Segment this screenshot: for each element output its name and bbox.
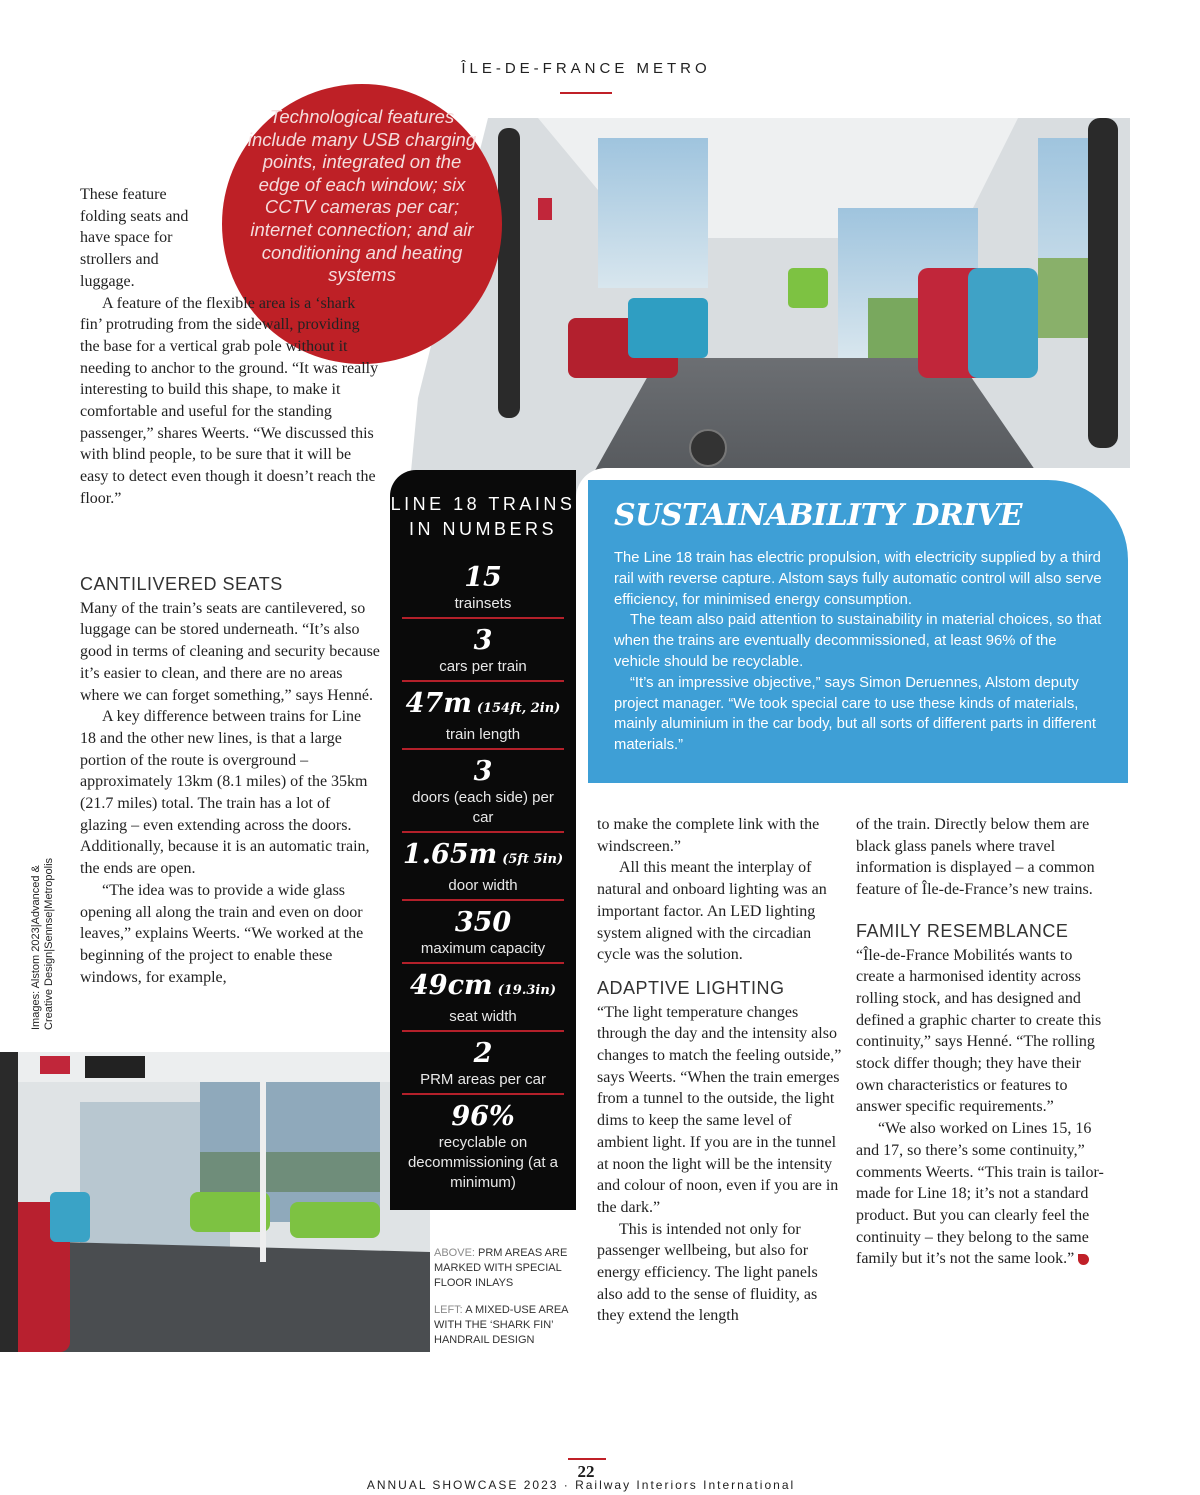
stat-value bbox=[402, 688, 564, 725]
stat-label: train length bbox=[445, 726, 521, 743]
train-interior-photo-left bbox=[0, 1052, 430, 1352]
stat-value bbox=[402, 756, 564, 788]
caption-text: A MIXED-USE AREA WITH THE ‘SHARK FIN’ HANDRAIL DESIGN bbox=[434, 1304, 568, 1346]
stat-item bbox=[402, 619, 564, 682]
stat-imperial: (154ft, 2in) bbox=[476, 701, 561, 716]
stat-item bbox=[402, 682, 564, 750]
sustainability-title: SUSTAINABILITY DRIVE bbox=[614, 498, 1023, 533]
stat-value bbox=[402, 1038, 564, 1070]
stat-value bbox=[402, 907, 564, 939]
stat-label: doors (each side) per car bbox=[412, 789, 554, 826]
stat-number: 3 bbox=[473, 756, 493, 787]
footer-rule bbox=[568, 1458, 606, 1460]
caption-above bbox=[434, 1246, 584, 1291]
stat-imperial: (5ft 5in) bbox=[502, 852, 564, 867]
stat-number: 350 bbox=[454, 907, 512, 938]
paragraph: The team also paid attention to sustainability in material choices, so that when the trains are eventually decommissioned, at least 96% of the vehicle should be recyclable. bbox=[614, 612, 1102, 670]
stat-item bbox=[402, 750, 564, 833]
stat-item bbox=[402, 1095, 564, 1196]
paragraph: These feature folding seats and have space for strollers and luggage. bbox=[80, 186, 189, 290]
stat-label: trainsets bbox=[454, 595, 512, 612]
stat-imperial: (19.3in) bbox=[497, 983, 556, 998]
sustainability-box bbox=[588, 480, 1128, 783]
subheading-adaptive-lighting: ADAPTIVE LIGHTING bbox=[597, 977, 785, 998]
stat-number: 1.65m bbox=[402, 839, 498, 870]
left-column-top bbox=[80, 184, 380, 510]
stat-label: recyclable on decommissioning (at a minimum) bbox=[407, 1134, 559, 1191]
image-credit: Images: Alstom 2023|Advanced & Creative Design|Sennse|Metropolis bbox=[30, 857, 55, 1030]
stat-number: 49cm bbox=[410, 970, 493, 1001]
stat-item bbox=[402, 1032, 564, 1095]
paragraph: “The light temperature changes through the day and the intensity also changes to match the feeling outside,” says Weerts. “When the train emerges from a tunnel to the outside, the light dims to keep the same level of ambient light. If you are in the tunnel at noon the light will be the intensity and colour of noon, even if you are in the dark.” bbox=[597, 1003, 842, 1216]
stat-item bbox=[402, 901, 564, 964]
caption-lead: LEFT: bbox=[434, 1304, 463, 1316]
stat-value bbox=[402, 1101, 564, 1133]
stat-value bbox=[402, 562, 564, 594]
stat-value bbox=[402, 839, 564, 876]
left-column-main bbox=[80, 574, 380, 988]
stat-number: 15 bbox=[464, 562, 502, 593]
stat-value bbox=[402, 625, 564, 657]
numbers-box-title: LINE 18 TRAINS IN NUMBERS bbox=[390, 494, 576, 539]
paragraph-text: “We also worked on Lines 15, 16 and 17, so there’s some continuity,” comments Weerts. “This train is tailor-made for Line 18; it’s not a standard product. But you can clearly feel the continuity – they belong to the same family but it’s not the same look.” bbox=[856, 1120, 1104, 1268]
photo-captions bbox=[434, 1246, 584, 1360]
numbers-box bbox=[390, 470, 576, 1210]
paragraph: All this meant the interplay of natural and onboard lighting was an important factor. An LED lighting system aligned with the circadian cycle was the solution. bbox=[597, 859, 827, 964]
publication-name: · Railway Interiors International bbox=[558, 1478, 796, 1492]
paragraph: of the train. Directly below them are black glass panels where travel information is displayed – a common feature of Île-de-France’s new trains. bbox=[856, 816, 1095, 899]
issue-label: ANNUAL SHOWCASE 2023 · Railway Interiors International bbox=[366, 1478, 796, 1492]
subheading-cantilevered-seats: CANTILIVERED SEATS bbox=[80, 574, 283, 594]
stat-item bbox=[402, 556, 564, 619]
subheading-family-resemblance: FAMILY RESEMBLANCE bbox=[856, 920, 1069, 941]
stat-label: maximum capacity bbox=[420, 940, 546, 957]
stat-item bbox=[402, 833, 564, 901]
stat-number: 2 bbox=[473, 1038, 493, 1069]
paragraph: A feature of the flexible area is a ‘shark fin’ protruding from the sidewall, providing the base for a vertical grab pole without it needing to anchor to the ground. “It was really interesting to build this shape, to make it comfortable and useful for the standing passenger,” shares Weerts. “We discussed this with blind people, to be sure that it will be easy to detect even though it doesn’t reach the floor.” bbox=[80, 294, 379, 507]
stat-item bbox=[402, 964, 564, 1032]
paragraph: The Line 18 train has electric propulsion, with electricity supplied by a third rail with reverse capture. Alstom says fully automatic control will also serve efficiency, for minimised energy consumption. bbox=[614, 550, 1102, 608]
caption-lead: ABOVE: bbox=[434, 1247, 475, 1259]
stat-label: door width bbox=[448, 877, 518, 894]
end-mark-icon bbox=[1078, 1254, 1089, 1265]
pull-quote-text: Technological features include many USB charging points, integrated on the edge of each window; six CCTV cameras per car; internet connection; and air conditioning and heating systems bbox=[247, 106, 477, 286]
stat-label: seat width bbox=[449, 1008, 517, 1025]
stat-value bbox=[402, 970, 564, 1007]
page-number: 22 bbox=[577, 1462, 595, 1481]
header-rule bbox=[560, 92, 612, 94]
section-header: ÎLE-DE-FRANCE METRO bbox=[461, 60, 711, 77]
stat-number: 47m bbox=[405, 688, 472, 719]
caption-text: PRM AREAS ARE MARKED WITH SPECIAL FLOOR INLAYS bbox=[434, 1247, 568, 1289]
stat-number: 96% bbox=[451, 1101, 515, 1132]
paragraph: “The idea was to provide a wide glass opening all along the train and even on door leaves,” explains Weerts. “We worked at the beginning of the project to enable these windows, for example, bbox=[80, 881, 364, 986]
paragraph: “It’s an impressive objective,” says Simon Deruennes, Alstom deputy project manager. “We took special care to use these kinds of materials, mainly aluminium in the car body, but all sorts of different parts in different materials.” bbox=[614, 674, 1096, 754]
paragraph: “Île-de-France Mobilités wants to create a harmonised identity across rolling stock, and has designed and defined a graphic charter to create this continuity,” says Henné. “The rolling stock differ though; they have their own characteristics or features to answer specific requirements.” bbox=[856, 946, 1102, 1116]
stat-label: PRM areas per car bbox=[420, 1071, 546, 1088]
right-column bbox=[856, 814, 1106, 1270]
middle-column bbox=[597, 814, 842, 1327]
stats-list bbox=[390, 556, 576, 1196]
paragraph: Many of the train’s seats are cantilevered, so luggage can be stored underneath. “It’s also good in terms of cleaning and security because it’s easier to clean, and there are no areas where we can forget something,” says Henné. bbox=[80, 599, 380, 704]
stat-label: cars per train bbox=[439, 658, 527, 675]
paragraph: This is intended not only for passenger wellbeing, but also for energy efficiency. The light panels also add to the sense of fluidity, as they extend the length bbox=[597, 1220, 818, 1325]
paragraph bbox=[856, 1118, 1106, 1270]
stat-number: 3 bbox=[473, 625, 493, 656]
paragraph: to make the complete link with the windscreen.” bbox=[597, 816, 820, 855]
paragraph: A key difference between trains for Line 18 and the other new lines, is that a large portion of the route is overground – approximately 13km (8.1 miles) of the 35km (21.7 miles) total. The train has a lot of glazing – even extending across the doors. Additionally, because it is an automatic train, the ends are open. bbox=[80, 708, 370, 878]
caption-left bbox=[434, 1303, 584, 1348]
